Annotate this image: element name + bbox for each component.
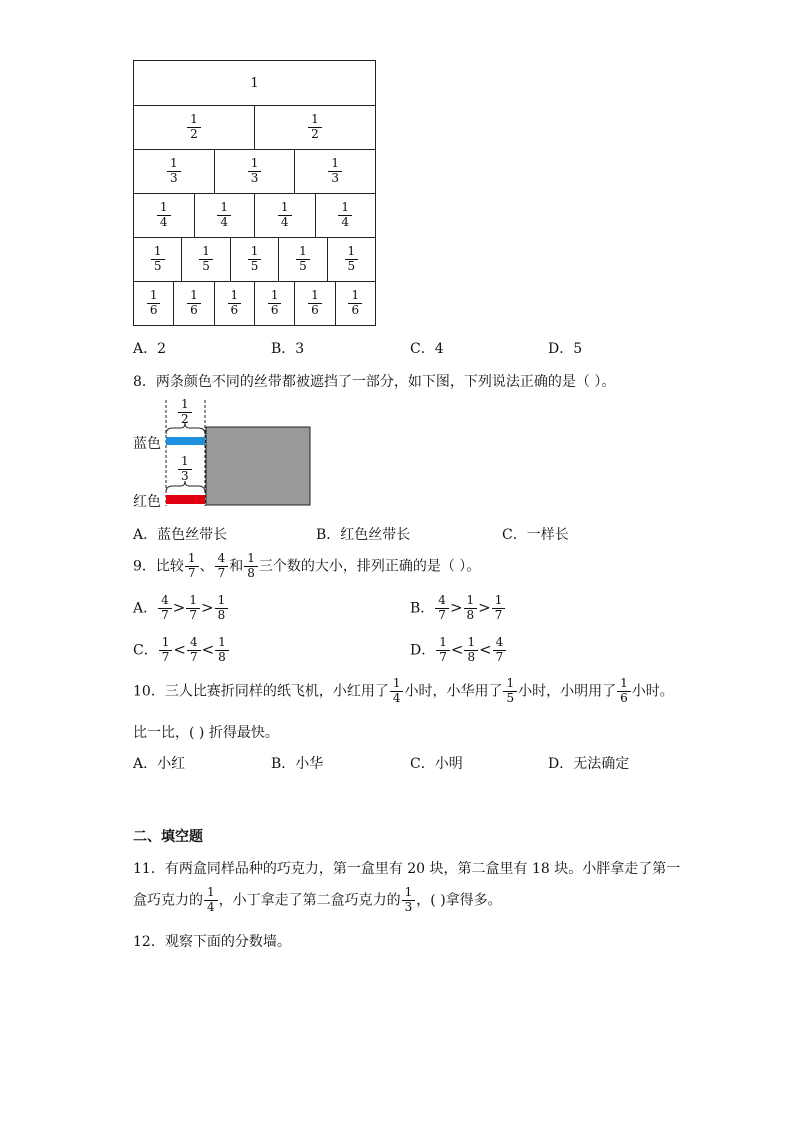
q8-option-c[interactable]: C．一样长 — [502, 527, 569, 543]
wall-cell-fraction: $\frac{1}{3}$ — [328, 157, 342, 186]
wall-cell — [134, 61, 375, 105]
wall-cell — [134, 194, 194, 237]
wall-cell — [254, 194, 315, 237]
wall-cell-fraction: $\frac{1}{4}$ — [338, 201, 352, 230]
q7-option-a[interactable]: A．2 — [133, 341, 167, 357]
option-fraction: $\frac{4}{7}$ — [187, 636, 201, 665]
q10-line2: 比一比，( ) 折得最快。 — [133, 725, 279, 741]
red-fraction: $\frac{1}{3}$ — [177, 455, 193, 484]
comparison-sign: > — [449, 598, 463, 617]
wall-cell-fraction: $\frac{1}{5}$ — [199, 245, 213, 274]
q11-line2: 盒巧克力的 $\frac{1}{4}$ ，小丁拿走了第二盒巧克力的 $\frac{1}{3}$ ，( )拿得多。 — [133, 885, 502, 914]
wall-row — [134, 193, 375, 237]
wall-row — [134, 105, 375, 149]
wall-cell-fraction: $\frac{1}{2}$ — [187, 113, 201, 142]
wall-cell — [134, 106, 254, 149]
wall-cell — [294, 282, 334, 325]
wall-cell — [134, 238, 181, 281]
wall-cell — [181, 238, 229, 281]
option-fraction: $\frac{4}{7}$ — [493, 636, 507, 665]
option-label: B． — [410, 600, 435, 617]
wall-cell-fraction: $\frac{1}{3}$ — [248, 157, 262, 186]
q9-option-c[interactable] — [133, 636, 230, 665]
wall-cell-value: 1 — [250, 75, 259, 91]
wall-row — [134, 237, 375, 281]
wall-cell-fraction: $\frac{1}{6}$ — [187, 289, 201, 318]
q8-option-a[interactable]: A．蓝色丝带长 — [133, 527, 228, 543]
option-fraction: $\frac{1}{7}$ — [436, 636, 450, 665]
wall-cell — [214, 282, 254, 325]
q10-option-d[interactable]: D．无法确定 — [548, 756, 630, 772]
wall-cell — [214, 150, 295, 193]
wall-row — [134, 149, 375, 193]
blue-fraction: $\frac{1}{2}$ — [177, 398, 193, 427]
comparison-sign: > — [478, 598, 491, 617]
wall-cell — [327, 238, 375, 281]
red-ribbon — [166, 495, 205, 504]
q9-option-d[interactable] — [410, 636, 507, 665]
q10-question: 10．三人比赛折同样的纸飞机，小红用了 $\frac{1}{4}$ 小时，小华用了 $\frac{1}{5}$ 小时，小明用了 $\frac{1}{6}$ 小时。 — [133, 676, 674, 705]
option-fraction: $\frac{1}{8}$ — [464, 636, 478, 665]
q10-option-c[interactable]: C．小明 — [410, 756, 463, 772]
wall-cell-fraction: $\frac{1}{5}$ — [345, 245, 359, 274]
wall-cell-fraction: $\frac{1}{6}$ — [308, 289, 322, 318]
blue-ribbon — [166, 437, 205, 445]
q10-option-a[interactable]: A．小红 — [133, 756, 186, 772]
q9-option-a[interactable] — [133, 594, 229, 623]
q8-option-b[interactable]: B．红色丝带长 — [316, 527, 411, 543]
ribbon-svg — [133, 398, 323, 510]
option-fraction: $\frac{4}{7}$ — [158, 594, 172, 623]
wall-cell — [173, 282, 213, 325]
comparison-sign: > — [200, 598, 214, 617]
section-title: 二、填空题 — [133, 829, 203, 845]
wall-cell — [335, 282, 375, 325]
wall-cell — [134, 282, 173, 325]
wall-cell — [294, 150, 375, 193]
option-fraction: $\frac{1}{7}$ — [159, 636, 173, 665]
wall-cell-fraction: $\frac{1}{4}$ — [157, 201, 171, 230]
wall-cell — [254, 106, 375, 149]
red-label: 红色 — [133, 494, 161, 510]
q9-option-b[interactable] — [410, 594, 506, 623]
wall-cell — [230, 238, 278, 281]
fraction-wall — [133, 60, 376, 326]
wall-cell-fraction: $\frac{1}{5}$ — [296, 245, 310, 274]
option-label: C． — [133, 642, 158, 659]
q12-question: 12．观察下面的分数墙。 — [133, 934, 291, 950]
wall-cell-fraction: $\frac{1}{2}$ — [308, 113, 322, 142]
q7-option-c[interactable]: C．4 — [410, 341, 444, 357]
comparison-sign: < — [450, 640, 464, 659]
wall-cell — [315, 194, 376, 237]
wall-cell — [134, 150, 214, 193]
q10-option-b[interactable]: B．小华 — [271, 756, 324, 772]
wall-cell-fraction: $\frac{1}{6}$ — [268, 289, 282, 318]
ribbon-diagram — [133, 398, 323, 510]
q11-line1: 11．有两盒同样品种的巧克力，第一盒里有 20 块，第二盒里有 18 块。小胖拿走了第一 — [133, 861, 681, 877]
option-label: D． — [410, 642, 436, 659]
wall-cell — [254, 282, 294, 325]
blue-label: 蓝色 — [133, 436, 161, 452]
comparison-sign: < — [173, 640, 186, 659]
comparison-sign: < — [201, 640, 215, 659]
wall-row — [134, 281, 375, 325]
option-fraction: $\frac{1}{8}$ — [464, 594, 478, 623]
wall-cell-fraction: $\frac{1}{4}$ — [278, 201, 292, 230]
comparison-sign: < — [479, 640, 492, 659]
comparison-sign: > — [172, 598, 186, 617]
wall-cell-fraction: $\frac{1}{4}$ — [217, 201, 231, 230]
option-fraction: $\frac{1}{8}$ — [215, 636, 229, 665]
wall-cell — [278, 238, 326, 281]
option-fraction: $\frac{1}{7}$ — [186, 594, 200, 623]
wall-cell-fraction: $\frac{1}{6}$ — [147, 289, 161, 318]
wall-cell-fraction: $\frac{1}{3}$ — [167, 157, 181, 186]
q9-question: 9．比较 $\frac{1}{7}$ 、 $\frac{4}{7}$ 和 $\frac{1}{8}$ 三个数的大小，排列正确的是（ ）。 — [133, 551, 481, 580]
option-fraction: $\frac{1}{8}$ — [215, 594, 229, 623]
wall-row — [134, 61, 375, 105]
wall-cell-fraction: $\frac{1}{6}$ — [228, 289, 242, 318]
option-label: A． — [133, 600, 158, 617]
cover-block — [206, 427, 310, 505]
option-fraction: $\frac{1}{7}$ — [492, 594, 506, 623]
option-fraction: $\frac{4}{7}$ — [435, 594, 449, 623]
wall-cell-fraction: $\frac{1}{5}$ — [248, 245, 262, 274]
wall-cell — [194, 194, 255, 237]
q8-question: 8．两条颜色不同的丝带都被遮挡了一部分，如下图，下列说法正确的是（ ）。 — [133, 374, 616, 390]
q7-option-b[interactable]: B．3 — [271, 341, 305, 357]
wall-cell-fraction: $\frac{1}{5}$ — [151, 245, 165, 274]
q7-option-d[interactable]: D．5 — [548, 341, 583, 357]
wall-cell-fraction: $\frac{1}{6}$ — [348, 289, 362, 318]
